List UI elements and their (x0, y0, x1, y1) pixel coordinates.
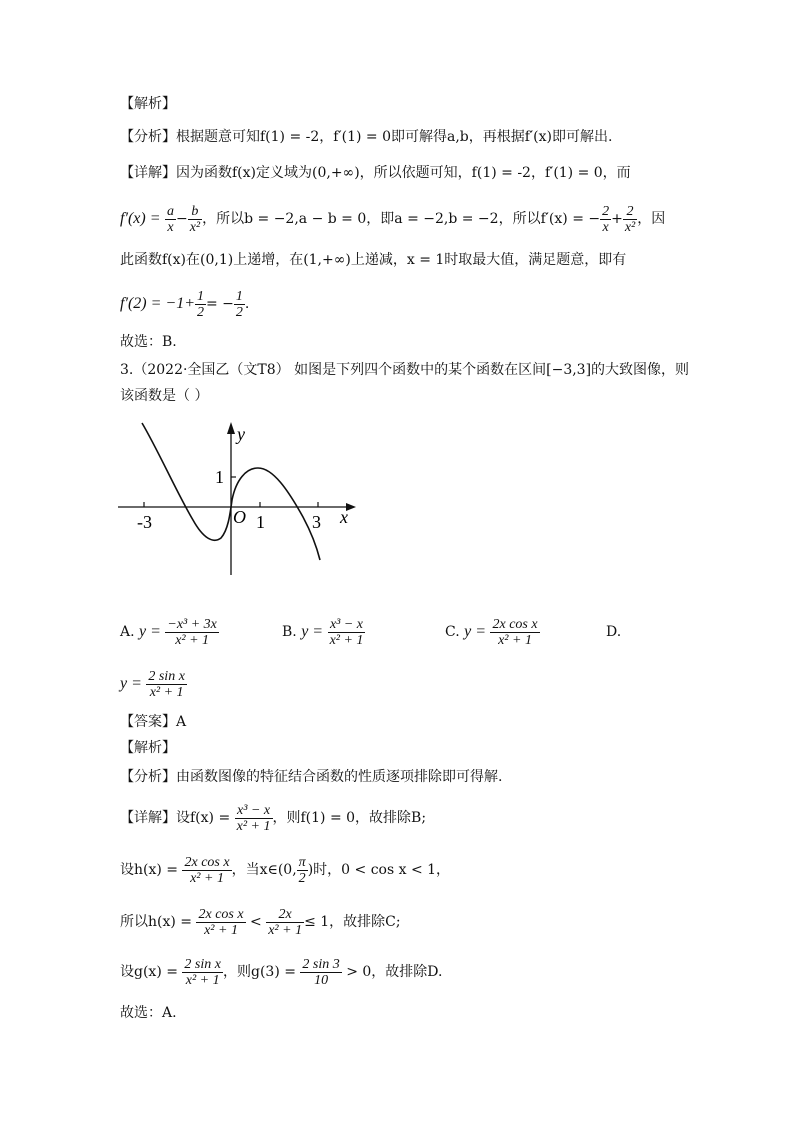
y-axis-arrow (227, 422, 235, 434)
question3-stem-1: 3.（2022·全国乙（文T8） 如图是下列四个函数中的某个函数在区间[−3,3]的大致图像，则 (120, 362, 690, 378)
f-prime-2: f′(2) = −1+ (120, 295, 195, 312)
answer-tag: 【答案】A (120, 714, 187, 730)
frac-2-over-x2: $\frac{2}{\text{x²}}$ (624, 203, 636, 235)
step2-frac: $\frac{\text{2x cos x}}{\text{x² + 1}}$ (184, 854, 230, 886)
label-x1: 1 (256, 512, 265, 532)
label-x: x (340, 507, 348, 527)
step3-text: ≤ 1，故排除C; (304, 914, 401, 930)
answer-line-1: 故选：B. (120, 334, 177, 350)
step1-frac: $\frac{\text{x³ − x}}{\text{x² + 1}}$ (236, 802, 271, 834)
option-a[interactable] (120, 614, 219, 650)
frac-a-over-x: $\frac{a}{x}$ (166, 203, 174, 235)
equals-minus: = − (206, 296, 234, 312)
label-y: y (237, 424, 245, 444)
step2-text-c: 时，0 < cos x < 1， (313, 862, 451, 878)
step3-frac-2: $\frac{2x}{\text{x² + 1}}$ (268, 906, 303, 938)
frac-b-over-x2: $\frac{b}{\text{x²}}$ (189, 203, 201, 235)
label-neg3: -3 (137, 512, 152, 532)
option-a-frac: $\frac{\text{−x³ + 3x}}{\text{x² + 1}}$ (167, 616, 217, 648)
option-d[interactable] (120, 666, 187, 702)
detail-text-2: ，所以b = −2,a − b = 0，即a = −2,b = −2，所以f′(x) = − (202, 211, 601, 227)
detail-line-1 (120, 163, 631, 183)
frac-1-over-2a: $\frac{1}{2}$ (197, 288, 204, 320)
analysis-tag-2: 【分析】 (120, 769, 176, 785)
analysis-text: 根据题意可知f(1) = -2，f′(1) = 0即可解得a,b，再根据f′(x)即可解出. (176, 129, 613, 145)
option-a-eq: y = (139, 623, 161, 640)
step2-lhs: 设h(x) = (120, 862, 179, 878)
step4-frac-2: $\frac{2 \sin 3}{10}$ (302, 956, 340, 988)
detail-text-2c: ，因 (637, 211, 666, 227)
option-c[interactable] (445, 614, 540, 650)
question3-stem-2: 该函数是（ ） (120, 388, 209, 404)
detail-step-2 (120, 852, 450, 888)
option-c-eq: y = (464, 623, 487, 640)
section-header-jiexi: 【解析】 (120, 96, 176, 112)
detail-step-1 (120, 800, 426, 836)
option-b-eq: y = (301, 623, 324, 640)
detail-line-4 (120, 287, 249, 321)
step4-lhs: 设g(x) = (120, 964, 178, 980)
step2-open: (0, (277, 862, 297, 878)
label-origin: O (233, 507, 246, 527)
period: . (244, 296, 250, 312)
option-c-label: C. (445, 624, 460, 640)
detail-text-1: 因为函数f(x)定义域为(0,+∞)，所以依题可知，f(1) = -2，f′(1) = 0，而 (176, 165, 631, 181)
derivative-lhs: f′(x) = (120, 210, 161, 227)
option-d-frac: $\frac{\text{2 sin x}}{\text{x² + 1}}$ (148, 668, 185, 700)
option-d-label[interactable]: D. (606, 624, 622, 640)
label-x3: 3 (312, 512, 321, 532)
frac-2-over-x: $\frac{2}{x}$ (602, 203, 610, 235)
step2-close: ) (307, 862, 314, 878)
detail-step-3 (120, 904, 401, 940)
analysis-tag: 【分析】 (120, 129, 176, 145)
final-answer: 故选：A. (120, 1005, 177, 1021)
option-b-label: B. (282, 624, 297, 640)
detail-step-4 (120, 954, 442, 990)
step4-text-b: ，则g(3) = (222, 964, 296, 980)
step1-text: ，则f(1) = 0，故排除B; (272, 810, 427, 826)
step4-frac-1: $\frac{\text{2 sin x}}{\text{x² + 1}}$ (184, 956, 221, 988)
step3-frac-1: $\frac{\text{2x cos x}}{\text{x² + 1}}$ (198, 906, 244, 938)
option-d-eq: y = (120, 675, 142, 692)
pi-over-2: $\frac{\pi}{2}$ (298, 854, 306, 886)
step2-text: ，当x∈ (231, 862, 278, 878)
step3-lhs: 所以h(x) = (120, 914, 193, 930)
function-graph (118, 420, 358, 585)
analysis-line-2 (120, 767, 502, 787)
option-a-label: A. (120, 624, 135, 640)
step4-text-c: > 0，故排除D. (346, 964, 443, 980)
frac-1-over-2b: $\frac{1}{2}$ (235, 288, 243, 320)
detail-tag-2: 【详解】 (120, 810, 176, 826)
analysis-line (120, 127, 612, 147)
option-c-frac: $\frac{\text{2x cos x}}{\text{x² + 1}}$ (492, 616, 538, 648)
analysis-text-2: 由函数图像的特征结合函数的性质逐项排除即可得解. (176, 769, 503, 785)
label-y1: 1 (215, 467, 224, 487)
step3-lt: < (250, 914, 262, 930)
section-header-jiexi-2: 【解析】 (120, 740, 176, 756)
option-b[interactable] (282, 614, 365, 650)
detail-line-2: f′(x) = $\frac{a}{x}$ − $\frac{b}{\text{x²}}$ ，所以b = −2,a − b = 0，即a = −2,b = −2，所以f′(x) = − $\frac{2}{x}$ + $\frac{2}{\text{x²}}$ ，因 (120, 203, 666, 235)
option-b-frac: $\frac{\text{x³ − x}}{\text{x² + 1}}$ (329, 616, 364, 648)
detail-line-3: 此函数f(x)在(0,1)上递增，在(1,+∞)上递减，x = 1时取最大值，满足题意，即有 (120, 252, 627, 268)
step1-lhs: 设f(x) = (176, 810, 231, 826)
detail-tag: 【详解】 (120, 165, 176, 181)
